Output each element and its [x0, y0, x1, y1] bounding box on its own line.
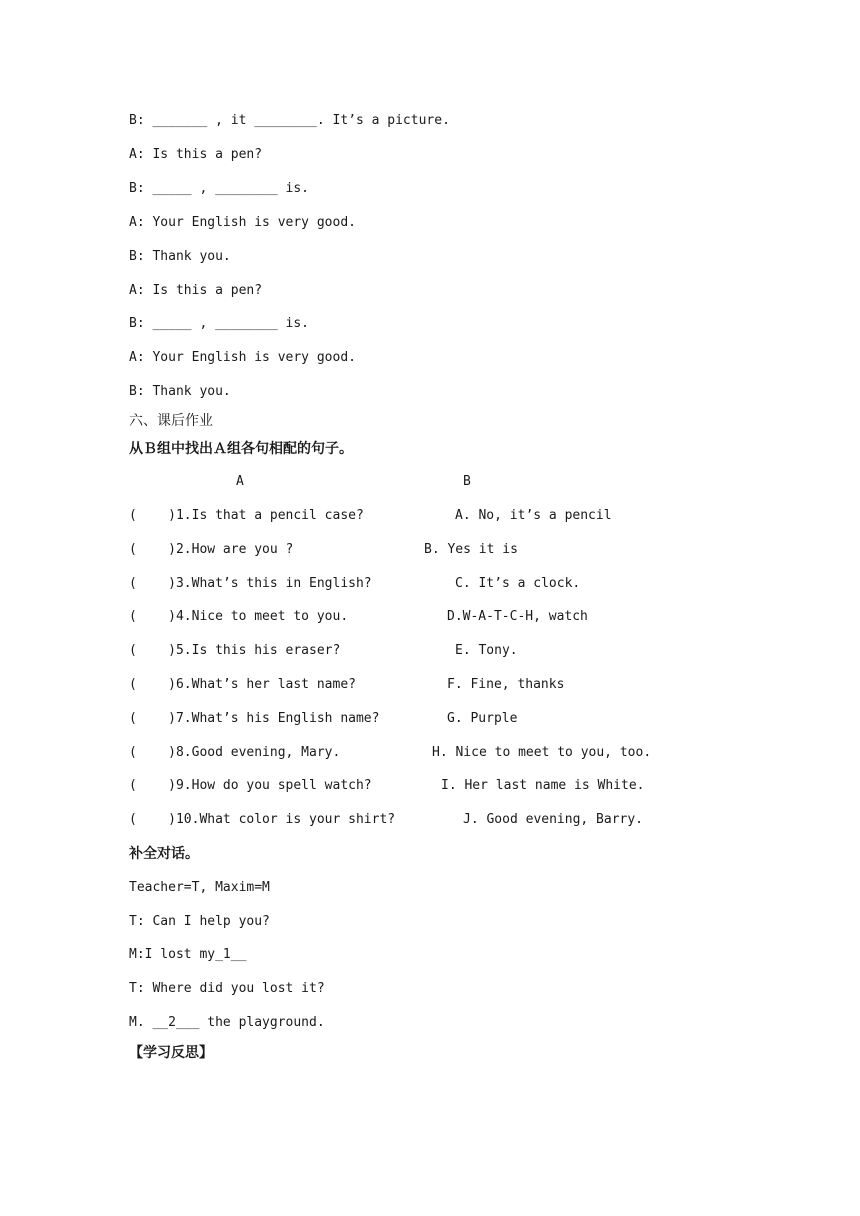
matching-answer: E. Tony. [455, 643, 518, 658]
matching-question: ( )3.What’s this in English? [129, 576, 372, 591]
matching-answer: D.W-A-T-C-H, watch [447, 609, 588, 624]
matching-question: ( )10.What color is your shirt? [129, 812, 396, 827]
completion-line: T: Can I help you? [129, 914, 270, 929]
completion-line: M:I lost my_1__ [129, 947, 247, 962]
matching-answer: I. Her last name is White. [441, 778, 645, 793]
dialogue-line: B: _____ , ________ is. [129, 316, 310, 331]
dialogue-line: B: Thank you. [129, 384, 231, 399]
matching-question: ( )4.Nice to meet to you. [129, 609, 349, 624]
column-header-b: B [463, 474, 471, 489]
reflection-title: 【学习反思】 [129, 1045, 213, 1061]
completion-line: T: Where did you lost it? [129, 981, 325, 996]
matching-question: ( )9.How do you spell watch? [129, 778, 372, 793]
dialogue-line: A: Your English is very good. [129, 215, 356, 230]
completion-line: M. __2___ the playground. [129, 1015, 325, 1030]
dialogue-line: A: Is this a pen? [129, 147, 263, 162]
dialogue-line: A: Your English is very good. [129, 350, 356, 365]
matching-answer: F. Fine, thanks [447, 677, 565, 692]
matching-answer: H. Nice to meet to you, too. [432, 745, 652, 760]
matching-question: ( )6.What’s her last name? [129, 677, 356, 692]
completion-instruction: 补全对话。 [129, 846, 199, 862]
matching-answer: J. Good evening, Barry. [463, 812, 644, 827]
dialogue-line: B: _____ , ________ is. [129, 181, 310, 196]
matching-answer: C. It’s a clock. [455, 576, 581, 591]
matching-question: ( )2.How are you ? [129, 542, 294, 557]
completion-line: Teacher=T, Maxim=M [129, 880, 270, 895]
column-header-a: A [236, 474, 244, 489]
matching-question: ( )1.Is that a pencil case? [129, 508, 364, 523]
matching-answer: B. Yes it is [424, 542, 518, 557]
matching-question: ( )7.What’s his English name? [129, 711, 380, 726]
matching-question: ( )5.Is this his eraser? [129, 643, 341, 658]
dialogue-line: B: Thank you. [129, 249, 231, 264]
section-title: 六、课后作业 [129, 413, 213, 429]
dialogue-line: B: _______ , it ________. It’s a picture. [129, 113, 450, 128]
matching-instruction: 从Ｂ组中找出Ａ组各句相配的句子。 [129, 441, 353, 457]
matching-answer: A. No, it’s a pencil [455, 508, 612, 523]
dialogue-line: A: Is this a pen? [129, 283, 263, 298]
matching-question: ( )8.Good evening, Mary. [129, 745, 341, 760]
matching-answer: G. Purple [447, 711, 518, 726]
